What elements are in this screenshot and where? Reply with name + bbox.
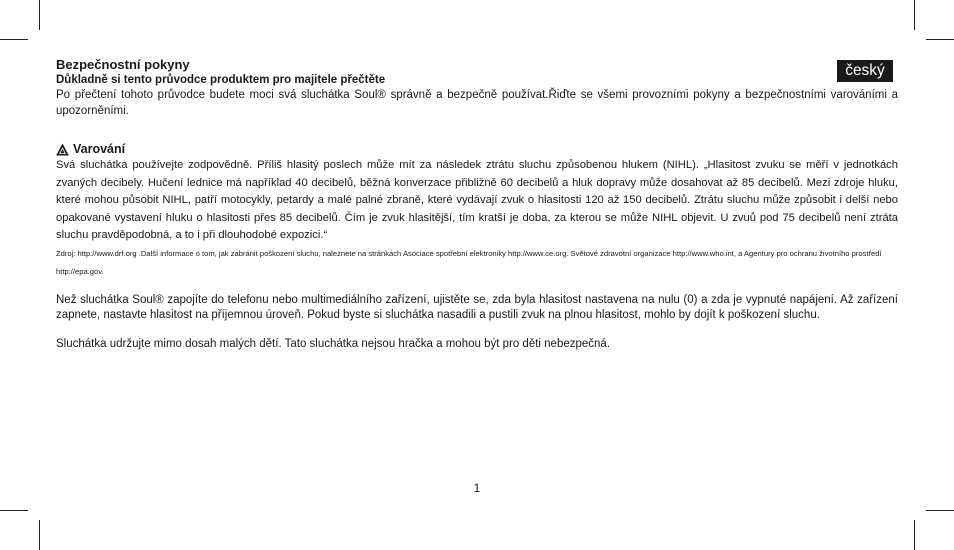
children-paragraph: Sluchátka udržujte mimo dosah malých dětí. Tato sluchátka nejsou hračka a mohou být pro děti nebezpečná. [56, 337, 611, 350]
crop-mark [926, 39, 954, 40]
source-note: Zdroj: http://www.drf.org .Další informace o tom, jak zabránit poškození sluchu, naleznete na stránkách Asociace spotřební elektroniky http://www.ce.org. Světové zdravotní organizace http://www.who.int, a Agentury pro ochranu životního prostředí http://epa.gov. [56, 248, 882, 276]
warning-triangle-icon [56, 143, 69, 156]
warning-title: Varování [73, 142, 126, 156]
warning-heading [56, 141, 898, 157]
document-page [56, 57, 898, 352]
crop-mark [914, 520, 915, 550]
language-badge: český [837, 60, 893, 82]
connect-paragraph: Než sluchátka Soul® zapojíte do telefonu nebo multimediálního zařízení, ujistěte se, zda byla hlasitost nastavena na nulu (0) a zda je vypnuté napájení. Až zařízení zapnete, nastavte hlasitost na příjemnou úroveň. Pokud byste si sluchátka nasadili a pustili zvuk na plnou hlasitost, mohlo by dojít k poškození sluchu. [56, 293, 898, 321]
page-number: 1 [473, 481, 481, 495]
crop-mark [0, 39, 28, 40]
crop-mark [926, 510, 954, 511]
warning-body: Svá sluchátka používejte zodpovědně. Příliš hlasitý poslech může mít za následek ztrátu sluchu způsobenou hlukem (NIHL). „Hlasitost zvuku se měří v jednotkách zvaných decibely. Hučení lednice má například 40 decibelů, běžná konverzace přibližně 60 decibelů a hluk dopravy může dosahovat až 85 decibelů. Mezi zdroje hluku, které mohou působit NIHL, patří motocykly, petardy a malé palné zbraně, které vydávají zvuk o hlasitosti 120 až 150 decibelů. Ztrátu sluchu může způsobit i delší nebo opakované vystavení hluku o hlasitosti přes 85 decibelů. Čím je zvuk hlasitější, tím kratší je doba, za kterou se může NIHL objevit. U zvuů pod 75 decibelů není ztráta sluchu pravděpodobná, a to i při dlouhodobé expozici.“ [56, 159, 898, 241]
crop-mark [914, 0, 915, 30]
crop-mark [39, 0, 40, 30]
page-title: Bezpečnostní pokyny [56, 57, 190, 72]
crop-mark [39, 520, 40, 550]
crop-mark [0, 510, 28, 511]
page-subtitle: Důkladně si tento průvodce produktem pro majitele přečtěte [56, 74, 386, 86]
intro-paragraph: Po přečtení tohoto průvodce budete moci svá sluchátka Soul® správně a bezpečně používat.Řiďte se všemi provozními pokyny a bezpečnostními varováními a upozorněními. [56, 89, 898, 117]
